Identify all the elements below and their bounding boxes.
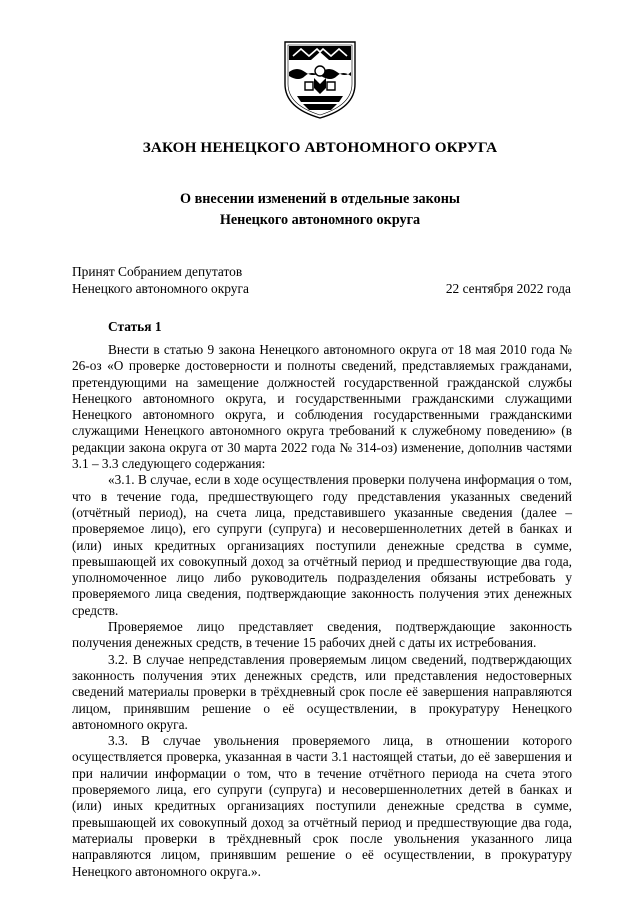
- subtitle-line: О внесении изменений в отдельные законы: [180, 191, 460, 207]
- article-body: [72, 342, 572, 880]
- adoption-line: Ненецкого автономного округа: [72, 281, 249, 296]
- adoption-date: 22 сентября 2022 года: [445, 281, 571, 296]
- coat-of-arms-icon: [281, 38, 359, 120]
- law-subtitle: [0, 189, 640, 231]
- adoption-line: Принят Собранием депутатов: [72, 264, 243, 279]
- adoption-block: [72, 263, 249, 297]
- paragraph: 3.2. В случае непредставления проверяемым лицом сведений, подтверждающих законность получения этих денежных средств, или представления недостоверных сведений материалы проверки в трёхдневный срок после её завершения направляются лицом, принявшим решение о её осуществлении, в прокуратуру Ненецкого автономного округа.: [72, 651, 572, 732]
- paragraph: Проверяемое лицо представляет сведения, подтверждающие законность получения денежных средств, в течение 15 рабочих дней с даты их истребования.: [72, 619, 572, 651]
- article-heading: Статья 1: [108, 319, 162, 334]
- paragraph: Внести в статью 9 закона Ненецкого автономного округа от 18 мая 2010 года № 26-оз «О проверке достоверности и полноты сведений, представляемых гражданами, претендующими на замещение должностей государственной гражданской службы Ненецкого автономного округа, и государственными гражданскими служащими Ненецкого автономного округа, и соблюдения государственными гражданскими служащими Ненецкого автономного округа требований к служебному поведению» (в редакции закона округа от 30 марта 2022 года № 314-оз) изменение, дополнив частями 3.1 – 3.3 следующего содержания:: [72, 342, 572, 472]
- law-title: ЗАКОН НЕНЕЦКОГО АВТОНОМНОГО ОКРУГА: [142, 139, 498, 156]
- paragraph: 3.3. В случае увольнения проверяемого лица, в отношении которого осуществляется проверка, указанная в части 3.1 настоящей статьи, до её завершения и при наличии информации о том, что в течение отчётного периода на счета этого проверяемого лица, его супруги (супруга) и несовершеннолетних детей в банках и (или) иных кредитных организациях поступили денежные средства в сумме, превышающей их совокупный доход за отчётный период и предшествующие два года, материалы проверки в трёхдневный срок после увольнения указанного лица направляются лицом, принявшим решение о её осуществлении, в прокуратуру Ненецкого автономного округа.».: [72, 733, 572, 879]
- paragraph: «3.1. В случае, если в ходе осуществления проверки получена информация о том, что в течение года, предшествующего году представления указанных сведений (отчётный период), на счета лица, представившего указанные сведения (далее – проверяемое лицо), его супруги (супруга) и несовершеннолетних детей в банках и (или) иных кредитных организациях поступили денежные средства в сумме, превышающей их совокупный доход за отчётный период и предшествующие два года, уполномоченное лицо либо руководитель подразделения обязаны истребовать у проверяемого лица сведения, подтверждающие законность получения этих денежных средств.: [72, 472, 572, 618]
- subtitle-line: Ненецкого автономного округа: [219, 212, 421, 228]
